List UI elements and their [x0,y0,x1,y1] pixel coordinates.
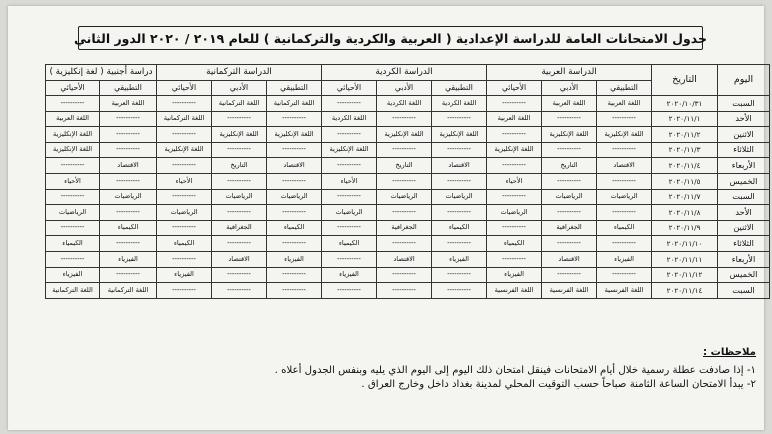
subject-cell: الكيمياء [597,220,652,236]
subject-cell: الرياضيات [542,189,597,205]
subheader-literary: الأدبي [377,81,432,96]
subject-cell: الاقتصاد [212,251,267,267]
subheader-applied: التطبيقي [267,81,322,96]
subject-cell: ---------- [212,267,267,283]
subject-cell: ---------- [322,251,377,267]
subject-cell: اللغة الإنكليزية [322,142,377,158]
subject-cell: التاريخ [542,158,597,174]
subject-cell: اللغة الإنكليزية [157,142,212,158]
table-row [46,220,770,236]
subject-cell: اللغة العربية [542,96,597,112]
date-cell: ٢٠٢٠/١١/١ [652,111,718,127]
day-cell: السبت [718,96,770,112]
subject-cell: ---------- [432,111,487,127]
subheader-biology: الأحيائي [487,81,542,96]
header-day: اليوم [718,65,770,96]
subject-cell: الرياضيات [487,205,542,221]
subject-cell: ---------- [157,96,212,112]
document-page [8,6,764,430]
subject-cell: ---------- [432,236,487,252]
subject-cell: ---------- [46,220,100,236]
subject-cell: الاقتصاد [100,158,157,174]
subject-cell: الاقتصاد [597,158,652,174]
subject-cell: الكيمياء [487,236,542,252]
subject-cell: الجغرافية [542,220,597,236]
subject-cell: ---------- [322,283,377,299]
table-row [46,111,770,127]
subject-cell: ---------- [597,205,652,221]
subject-cell: اللغة التركمانية [100,283,157,299]
day-cell: الأحد [718,111,770,127]
subject-cell: اللغة الإنكليزية [212,127,267,143]
subject-cell: اللغة الإنكليزية [267,127,322,143]
subheader-biology: الأحيائي [46,81,100,96]
subject-cell: اللغة الإنكليزية [46,142,100,158]
note-item: ٢- يبدأ الامتحان الساعة الثامنة صباحاً حسب التوقيت المحلي لمدينة بغداد داخل وخارج العراق . [361,379,756,390]
subject-cell: ---------- [267,111,322,127]
subheader-literary: الأدبي [542,81,597,96]
subject-cell: الأحياء [487,173,542,189]
date-cell: ٢٠٢٠/١١/١٢ [652,267,718,283]
subject-cell: الاقتصاد [542,251,597,267]
subject-cell: اللغة التركمانية [267,96,322,112]
subject-cell: ---------- [487,96,542,112]
schedule-body [46,96,770,299]
subject-cell: ---------- [432,142,487,158]
table-row [46,127,770,143]
subheader-applied: التطبيقي [597,81,652,96]
subheader-literary: الأدبي [212,81,267,96]
subject-cell: ---------- [267,173,322,189]
table-row [46,251,770,267]
day-cell: الخميس [718,173,770,189]
table-row [46,189,770,205]
header-date: التاريخ [652,65,718,96]
subject-cell: ---------- [267,236,322,252]
subject-cell: ---------- [377,205,432,221]
notes-title: ملاحظات : [703,347,756,358]
subject-cell: الرياضيات [157,205,212,221]
subject-cell: الاقتصاد [432,158,487,174]
table-row [46,205,770,221]
date-cell: ٢٠٢٠/١١/١٠ [652,236,718,252]
subject-cell: ---------- [487,158,542,174]
subject-cell: ---------- [597,173,652,189]
subject-cell: ---------- [157,283,212,299]
day-cell: الأحد [718,205,770,221]
subject-cell: ---------- [100,205,157,221]
subject-cell: ---------- [542,205,597,221]
subject-cell: ---------- [46,158,100,174]
table-row [46,142,770,158]
subject-cell: اللغة الفرنسية [542,283,597,299]
subject-cell: ---------- [46,96,100,112]
subject-cell: ---------- [432,205,487,221]
document-title: جدول الامتحانات العامة للدراسة الإعدادية ( العربية والكردية والتركمانية ) للعام ٢٠١٩ / ٢٠٢٠ الدور الثاني [78,26,703,50]
subject-cell: ---------- [46,189,100,205]
subject-cell: ---------- [487,127,542,143]
subject-cell: ---------- [487,189,542,205]
date-cell: ٢٠٢٠/١١/١١ [652,251,718,267]
subject-cell: ---------- [377,267,432,283]
subject-cell: ---------- [212,283,267,299]
subject-cell: اللغة الكردية [432,96,487,112]
subject-cell: الرياضيات [46,205,100,221]
subject-cell: اللغة الكردية [377,96,432,112]
subject-cell: اللغة التركمانية [157,111,212,127]
subject-cell: اللغة العربية [487,111,542,127]
subject-cell: ---------- [322,127,377,143]
subheader-biology: الأحيائي [157,81,212,96]
header-kurdish-study: الدراسة الكردية [322,65,487,81]
day-cell: الثلاثاء [718,236,770,252]
subject-cell: التاريخ [377,158,432,174]
subject-cell: ---------- [377,111,432,127]
subject-cell: اللغة التركمانية [212,96,267,112]
subject-cell: ---------- [157,251,212,267]
subject-cell: اللغة الإنكليزية [597,127,652,143]
subject-cell: ---------- [212,205,267,221]
date-cell: ٢٠٢٠/١١/٩ [652,220,718,236]
subject-cell: الكيمياء [267,220,322,236]
subject-cell: اللغة الفرنسية [597,283,652,299]
table-row [46,173,770,189]
subject-cell: ---------- [157,158,212,174]
subject-cell: الرياضيات [100,189,157,205]
subject-cell: الرياضيات [322,205,377,221]
subject-cell: اللغة الإنكليزية [377,127,432,143]
subject-cell: ---------- [212,111,267,127]
subject-cell: اللغة التركمانية [46,283,100,299]
subject-cell: ---------- [487,251,542,267]
subject-cell: ---------- [267,142,322,158]
subject-cell: ---------- [157,220,212,236]
date-cell: ٢٠٢٠/١١/٣ [652,142,718,158]
subject-cell: ---------- [267,205,322,221]
subject-cell: ---------- [100,267,157,283]
subject-cell: اللغة العربية [46,111,100,127]
subject-cell: ---------- [597,267,652,283]
subject-cell: ---------- [432,283,487,299]
subject-cell: ---------- [322,220,377,236]
subject-cell: ---------- [322,96,377,112]
subject-cell: الرياضيات [377,189,432,205]
subject-cell: الأحياء [46,173,100,189]
subject-cell: التاريخ [212,158,267,174]
subject-cell: اللغة العربية [597,96,652,112]
day-cell: السبت [718,189,770,205]
day-cell: الاثنين [718,127,770,143]
subject-cell: الرياضيات [432,189,487,205]
date-cell: ٢٠٢٠/١١/٢ [652,127,718,143]
subject-cell: الرياضيات [212,189,267,205]
subject-cell: الجغرافية [377,220,432,236]
subject-cell: الكيمياء [432,220,487,236]
subject-cell: ---------- [597,236,652,252]
header-arabic-study: الدراسة العربية [487,65,652,81]
subject-cell: الجغرافية [212,220,267,236]
subject-cell: ---------- [100,127,157,143]
notes-section [168,346,756,392]
subject-cell: الرياضيات [597,189,652,205]
subject-cell: الفيزياء [432,251,487,267]
subject-cell: ---------- [542,111,597,127]
table-row [46,96,770,112]
exam-schedule-table [45,64,770,299]
subject-cell: ---------- [100,173,157,189]
subject-cell: ---------- [597,111,652,127]
subject-cell: ---------- [487,220,542,236]
header-foreign-study: دراسة أجنبية ( لغة إنكليزية ) [46,65,157,81]
subject-cell: ---------- [100,236,157,252]
date-cell: ٢٠٢٠/١١/٨ [652,205,718,221]
subject-cell: الأحياء [322,173,377,189]
subject-cell: الأحياء [157,173,212,189]
day-cell: الأربعاء [718,158,770,174]
subject-cell: ---------- [212,142,267,158]
subject-cell: الكيمياء [100,220,157,236]
subject-cell: الفيزياء [100,251,157,267]
subject-cell: ---------- [212,236,267,252]
subject-cell: ---------- [322,158,377,174]
subject-cell: الفيزياء [267,251,322,267]
subject-cell: الاقتصاد [377,251,432,267]
subject-cell: ---------- [377,173,432,189]
subject-cell: الاقتصاد [267,158,322,174]
date-cell: ٢٠٢٠/١١/٥ [652,173,718,189]
subject-cell: اللغة الكردية [322,111,377,127]
subject-cell: الكيمياء [46,236,100,252]
subject-cell: ---------- [157,127,212,143]
day-cell: الأربعاء [718,251,770,267]
subject-cell: ---------- [46,251,100,267]
date-cell: ٢٠٢٠/١١/١٤ [652,283,718,299]
subject-cell: ---------- [377,236,432,252]
subject-cell: ---------- [100,111,157,127]
subject-cell: ---------- [267,267,322,283]
subject-cell: اللغة الإنكليزية [487,142,542,158]
subject-cell: ---------- [377,142,432,158]
subject-cell: ---------- [377,283,432,299]
subject-cell: الفيزياء [157,267,212,283]
subject-cell: اللغة الإنكليزية [432,127,487,143]
subject-cell: الفيزياء [487,267,542,283]
table-row [46,283,770,299]
table-row [46,236,770,252]
subject-cell: الكيمياء [157,236,212,252]
subject-cell: ---------- [100,142,157,158]
subject-cell: ---------- [542,267,597,283]
subject-cell: ---------- [432,173,487,189]
subject-cell: الكيمياء [322,236,377,252]
subject-cell: اللغة الإنكليزية [46,127,100,143]
day-cell: الاثنين [718,220,770,236]
subject-cell: ---------- [542,236,597,252]
note-item: ١- إذا صادفت عطلة رسمية خلال أيام الامتحانات فينقل امتحان ذلك اليوم إلى اليوم الذي يليه وبنفس الجدول أعلاه . [274,365,756,376]
subheader-applied: التطبيقي [100,81,157,96]
subject-cell: ---------- [542,142,597,158]
day-cell: الخميس [718,267,770,283]
subject-cell: الرياضيات [267,189,322,205]
subject-cell: اللغة الإنكليزية [542,127,597,143]
subject-cell: اللغة العربية [100,96,157,112]
date-cell: ٢٠٢٠/١١/٤ [652,158,718,174]
subject-cell: ---------- [597,142,652,158]
subject-cell: ---------- [432,267,487,283]
header-turkmen-study: الدراسة التركمانية [157,65,322,81]
day-cell: السبت [718,283,770,299]
subject-cell: ---------- [212,173,267,189]
date-cell: ٢٠٢٠/١٠/٣١ [652,96,718,112]
table-row [46,158,770,174]
subject-cell: ---------- [322,189,377,205]
day-cell: الثلاثاء [718,142,770,158]
subheader-applied: التطبيقي [432,81,487,96]
table-row [46,267,770,283]
subject-cell: الفيزياء [46,267,100,283]
subject-cell: ---------- [267,283,322,299]
subject-cell: الفيزياء [322,267,377,283]
subject-cell: الفيزياء [597,251,652,267]
subject-cell: ---------- [157,189,212,205]
subheader-biology: الأحيائي [322,81,377,96]
date-cell: ٢٠٢٠/١١/٧ [652,189,718,205]
subject-cell: ---------- [542,173,597,189]
subject-cell: اللغة الفرنسية [487,283,542,299]
